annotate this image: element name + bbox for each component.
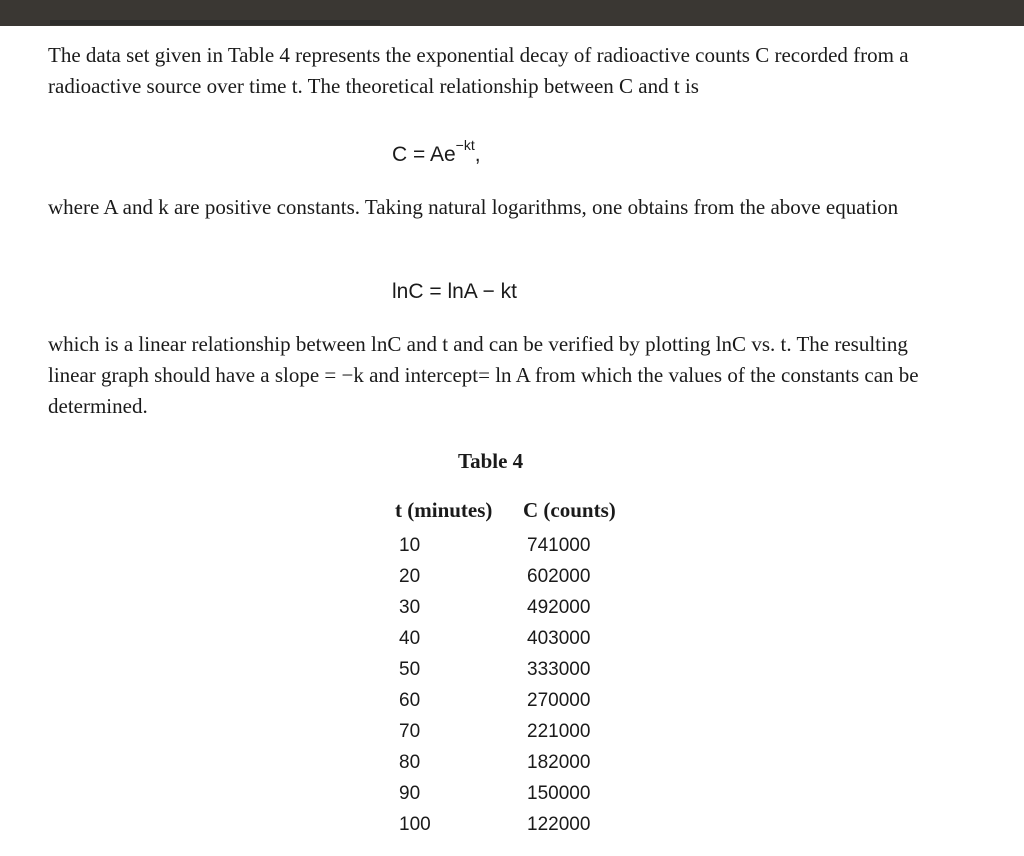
table-row <box>395 716 657 747</box>
data-table <box>395 498 657 840</box>
equation-suffix: , <box>474 143 481 166</box>
table-caption: Table 4 <box>458 449 524 473</box>
header-t: t (minutes) <box>395 498 493 522</box>
cut-off-heading <box>50 20 380 25</box>
equation-base: C = Ae <box>392 143 456 166</box>
table-row <box>395 561 657 592</box>
cell-time: 50 <box>399 659 421 680</box>
cell-counts: 403000 <box>527 628 591 649</box>
cell-time: 90 <box>399 783 421 804</box>
cell-counts: 221000 <box>527 721 591 742</box>
cell-counts: 333000 <box>527 659 591 680</box>
cell-counts: 122000 <box>527 814 591 835</box>
cell-time: 70 <box>399 721 421 742</box>
cell-counts: 270000 <box>527 690 591 711</box>
table-row <box>395 747 657 778</box>
intro-paragraph: The data set given in Table 4 represents the exponential decay of radioactive counts C recorded from a radioactive source over time t. The theoretical relationship between C and t is <box>48 43 909 98</box>
equation-exponent: −kt <box>455 137 475 153</box>
table-row <box>395 654 657 685</box>
cell-counts: 150000 <box>527 783 591 804</box>
table-row <box>395 623 657 654</box>
table-row <box>395 530 657 561</box>
cell-time: 30 <box>399 597 421 618</box>
constants-paragraph: where A and k are positive constants. Taking natural logarithms, one obtains from the above equation <box>48 195 899 219</box>
table-header <box>395 498 657 530</box>
cell-time: 20 <box>399 566 421 587</box>
table-row <box>395 592 657 623</box>
cell-counts: 741000 <box>527 535 591 556</box>
cell-time: 60 <box>399 690 421 711</box>
log-equation: lnC = lnA − kt <box>392 280 517 303</box>
table-row <box>395 685 657 716</box>
exponential-equation <box>392 137 481 167</box>
cell-counts: 492000 <box>527 597 591 618</box>
table-row <box>395 778 657 809</box>
table-body <box>395 530 657 840</box>
cell-time: 80 <box>399 752 421 773</box>
cell-counts: 182000 <box>527 752 591 773</box>
header-c: C (counts) <box>523 498 616 522</box>
cell-counts: 602000 <box>527 566 591 587</box>
cell-time: 10 <box>399 535 421 556</box>
cell-time: 40 <box>399 628 421 649</box>
linear-paragraph: which is a linear relationship between lnC and t and can be verified by plotting lnC vs. t. The resulting linear graph should have a slope = −k and intercept= ln A from which the values of the constants can be determined. <box>48 332 919 418</box>
cell-time: 100 <box>399 814 431 835</box>
table-row <box>395 809 657 840</box>
